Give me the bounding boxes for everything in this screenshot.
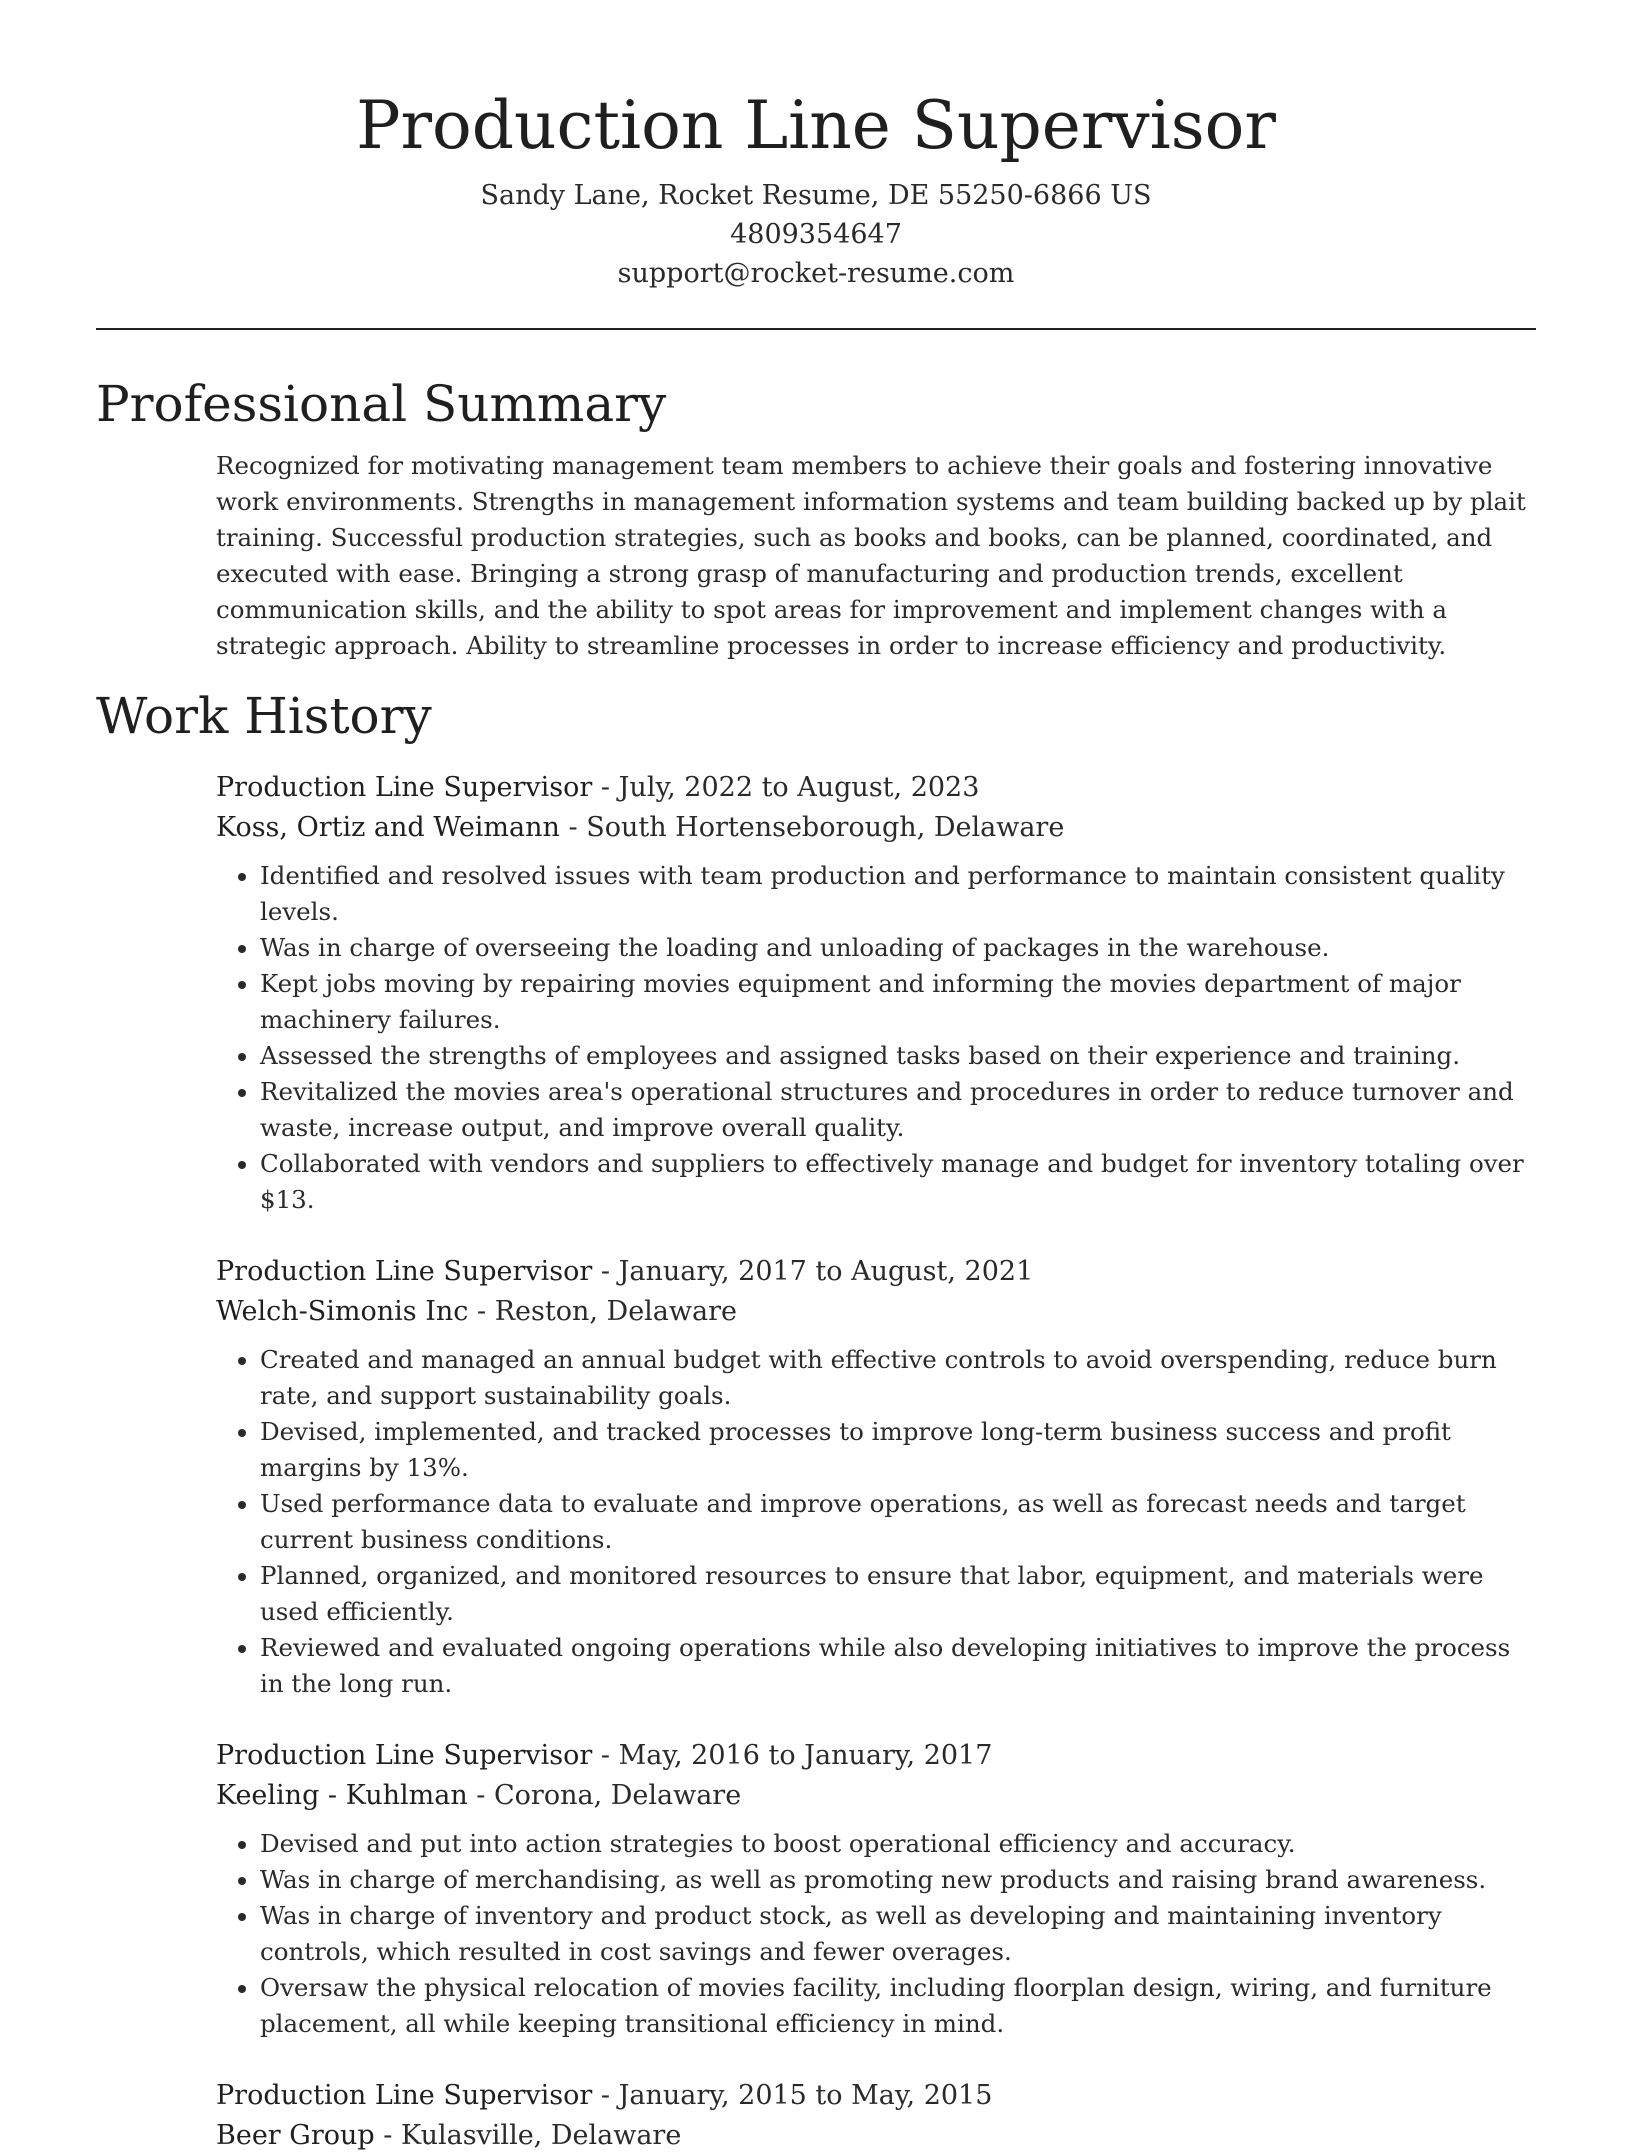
job-company: Beer Group xyxy=(216,2120,375,2151)
job-entry xyxy=(216,768,1536,1218)
job-entry xyxy=(216,2076,1536,2156)
job-entry xyxy=(216,1252,1536,1702)
summary-heading: Professional Summary xyxy=(96,375,667,433)
job-location: - South Hortenseborough, Delaware xyxy=(559,812,1065,843)
job-company-line xyxy=(216,2116,1536,2156)
job-bullet: • Used performance data to evaluate and improve operations, as well as forecast needs and target current business conditions. xyxy=(260,1486,1536,1558)
job-bullets xyxy=(216,1826,1536,2042)
job-bullet: • Reviewed and evaluated ongoing operations while also developing initiatives to improve the process in the long run. xyxy=(260,1630,1536,1702)
job-location: - Corona, Delaware xyxy=(467,1780,742,1811)
work-history-heading: Work History xyxy=(96,687,432,745)
job-title: Production Line Supervisor xyxy=(216,772,593,803)
job-location: - Reston, Delaware xyxy=(468,1296,738,1327)
contact-email: support@rocket-resume.com xyxy=(617,258,1015,289)
job-title: Production Line Supervisor xyxy=(216,2080,593,2111)
job-bullet: • Assessed the strengths of employees and assigned tasks based on their experience and training. xyxy=(260,1038,1536,1074)
job-title-line xyxy=(216,768,1536,808)
contact-phone: 4809354647 xyxy=(730,219,902,250)
job-bullet: • Oversaw the physical relocation of movies facility, including floorplan design, wiring, and furniture placement, all while keeping transitional efficiency in mind. xyxy=(260,1970,1536,2042)
job-company: Koss, Ortiz and Weimann xyxy=(216,812,560,843)
job-bullet: • Was in charge of overseeing the loading and unloading of packages in the warehouse. xyxy=(260,930,1536,966)
job-bullet: • Revitalized the movies area's operational structures and procedures in order to reduce turnover and waste, increase output, and improve overall quality. xyxy=(260,1074,1536,1146)
job-title-line xyxy=(216,1252,1536,1292)
job-bullets xyxy=(216,858,1536,1218)
work-history-list xyxy=(216,768,1536,2156)
job-company-line xyxy=(216,808,1536,848)
job-company: Keeling - Kuhlman xyxy=(216,1780,468,1811)
job-company-line xyxy=(216,1776,1536,1816)
job-dates: - January, 2015 to May, 2015 xyxy=(592,2080,993,2111)
job-dates: - May, 2016 to January, 2017 xyxy=(592,1740,993,1771)
job-location: - Kulasville, Delaware xyxy=(374,2120,682,2151)
job-company-line xyxy=(216,1292,1536,1332)
job-title: Production Line Supervisor xyxy=(216,1740,593,1771)
job-bullet: • Devised, implemented, and tracked processes to improve long-term business success and profit margins by 13%. xyxy=(260,1414,1536,1486)
job-bullet: • Devised and put into action strategies to boost operational efficiency and accuracy. xyxy=(260,1826,1536,1862)
job-bullet: • Created and managed an annual budget with effective controls to avoid overspending, reduce burn rate, and support sustainability goals. xyxy=(260,1342,1536,1414)
contact-block xyxy=(96,176,1536,293)
job-bullet: • Planned, organized, and monitored resources to ensure that labor, equipment, and materials were used efficiently. xyxy=(260,1558,1536,1630)
contact-address: Sandy Lane, Rocket Resume, DE 55250-6866 US xyxy=(480,180,1152,211)
job-bullet: • Kept jobs moving by repairing movies equipment and informing the movies department of major machinery failures. xyxy=(260,966,1536,1038)
job-dates: - July, 2022 to August, 2023 xyxy=(592,772,980,803)
summary-text: Recognized for motivating management team members to achieve their goals and fostering innovative work environments. Strengths in management information systems and team building backed up by plait training. Successful production strategies, such as books and books, can be planned, coordinated, and executed with ease. Bringing a strong grasp of manufacturing and production trends, excellent communication skills, and the ability to spot areas for improvement and implement changes with a strategic approach. Ability to streamline processes in order to increase efficiency and productivity. xyxy=(216,451,1526,660)
header-divider xyxy=(96,328,1536,330)
job-bullet: • Identified and resolved issues with team production and performance to maintain consistent quality levels. xyxy=(260,858,1536,930)
job-title-line xyxy=(216,2076,1536,2116)
job-company: Welch-Simonis Inc xyxy=(216,1296,469,1327)
resume-name: Production Line Supervisor xyxy=(356,87,1276,164)
job-bullet: • Collaborated with vendors and suppliers to effectively manage and budget for inventory totaling over $13. xyxy=(260,1146,1536,1218)
job-title: Production Line Supervisor xyxy=(216,1256,593,1287)
job-dates: - January, 2017 to August, 2021 xyxy=(592,1256,1034,1287)
job-title-line xyxy=(216,1736,1536,1776)
job-bullet: • Was in charge of inventory and product stock, as well as developing and maintaining inventory controls, which resulted in cost savings and fewer overages. xyxy=(260,1898,1536,1970)
job-bullet: • Was in charge of merchandising, as well as promoting new products and raising brand awareness. xyxy=(260,1862,1536,1898)
job-entry xyxy=(216,1736,1536,2042)
job-bullets xyxy=(216,1342,1536,1702)
